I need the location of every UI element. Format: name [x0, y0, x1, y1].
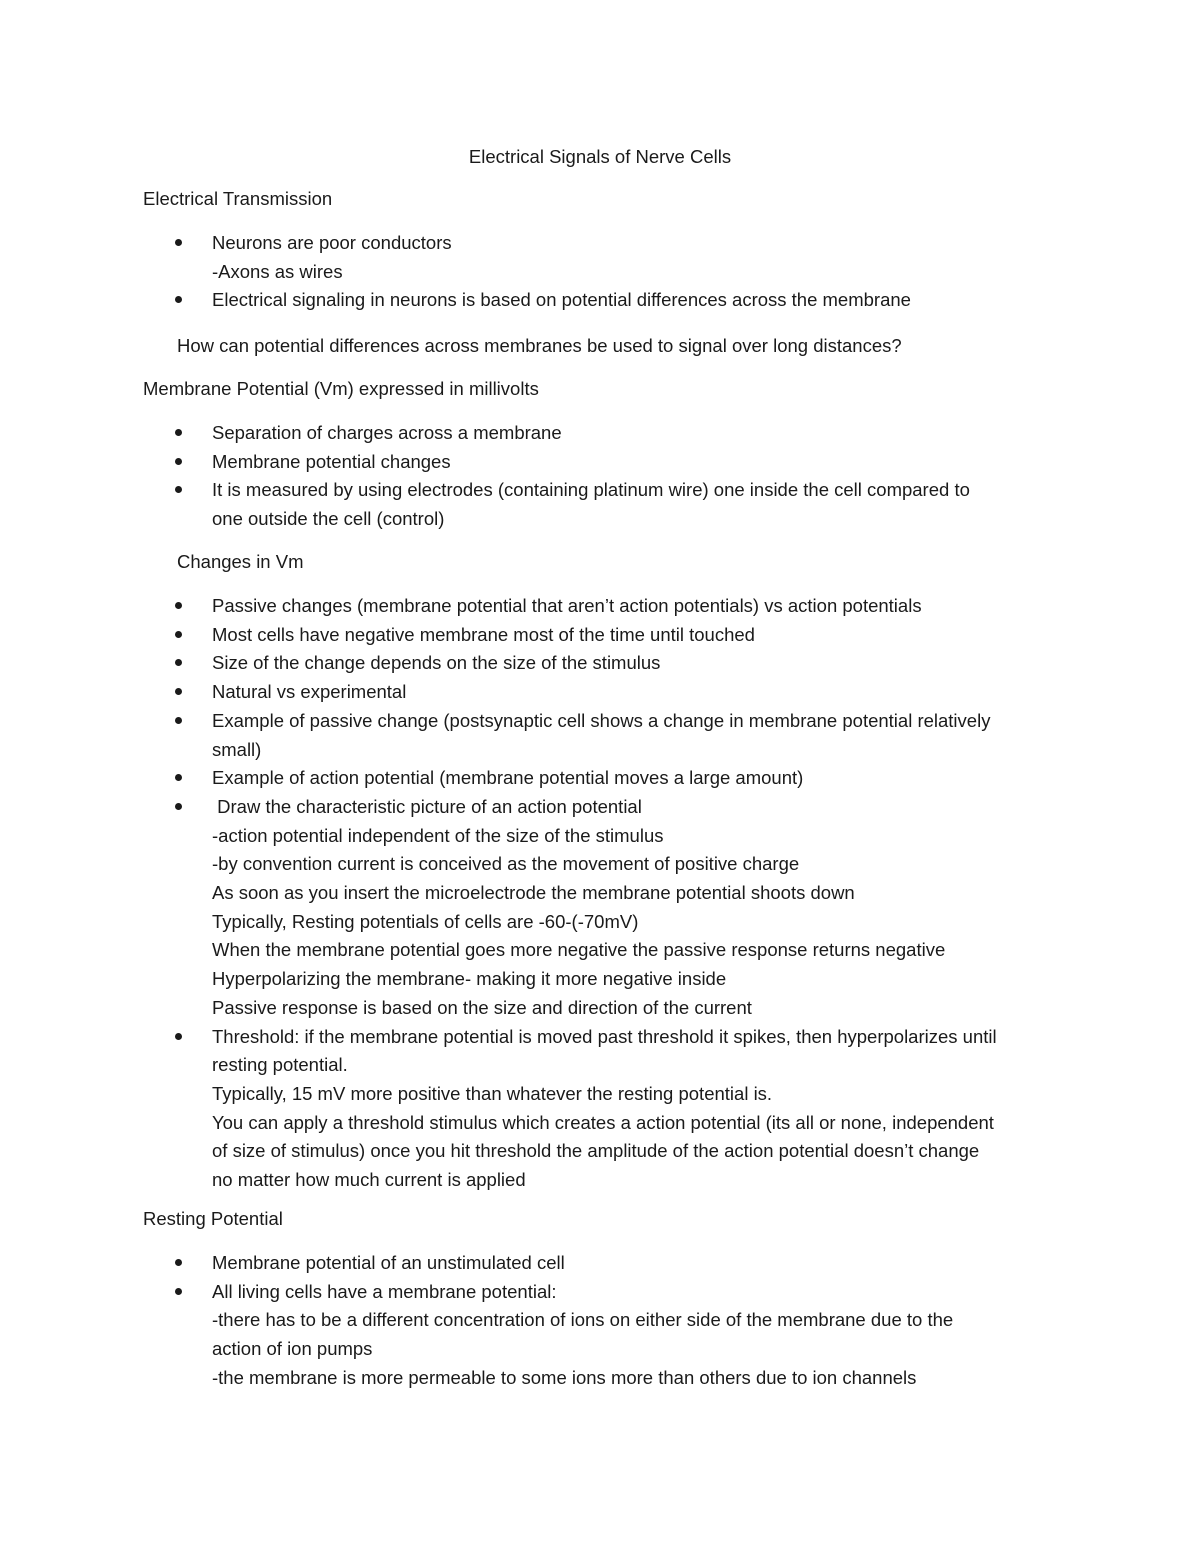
- list-item: [0, 1249, 1200, 1278]
- list-item-text: resting potential.: [212, 1054, 348, 1076]
- bullet-icon: [175, 1288, 182, 1295]
- list-item: [0, 229, 1200, 286]
- list-item: [0, 621, 1200, 650]
- bullet-icon: [175, 803, 182, 810]
- list-item-text: of size of stimulus) once you hit threshold the amplitude of the action potential doesn’t change: [212, 1140, 980, 1162]
- bullet-icon: [175, 688, 182, 695]
- list-item: [0, 592, 1200, 621]
- list-item-text: small): [212, 738, 262, 760]
- bullet-icon: [175, 239, 182, 246]
- list-item-text: As soon as you insert the microelectrode the membrane potential shoots down: [212, 882, 855, 904]
- list-item-text: • It is measured by using electrodes (containing platinum wire) one inside the cell compared to: [212, 479, 970, 501]
- bullet-icon: [175, 458, 182, 465]
- list-item-text: • Electrical signaling in neurons is based on potential differences across the membrane: [212, 289, 911, 311]
- list-item-text: • Example of passive change (postsynaptic cell shows a change in membrane potential relatively: [212, 709, 991, 731]
- list-item-text: -by convention current is conceived as the movement of positive charge: [212, 853, 800, 875]
- list-item-text: • Draw the characteristic picture of an action potential: [212, 795, 642, 817]
- bullet-list-changes-in-vm: [0, 592, 1200, 1195]
- list-item-text: one outside the cell (control): [212, 508, 445, 530]
- list-item-text: • Example of action potential (membrane potential moves a large amount): [212, 767, 804, 789]
- section-heading-electrical-transmission: Electrical Transmission: [143, 188, 333, 209]
- list-item-text: • Neurons are poor conductors: [212, 232, 452, 253]
- list-item-text: • Natural vs experimental: [212, 681, 407, 703]
- bullet-icon: [175, 296, 182, 303]
- list-item: [0, 448, 1200, 477]
- bullet-icon: [175, 659, 182, 666]
- list-item-text: Passive response is based on the size and direction of the current: [212, 996, 752, 1018]
- document-title: Electrical Signals of Nerve Cells: [468, 146, 732, 167]
- list-item: [0, 419, 1200, 448]
- list-item-text: no matter how much current is applied: [212, 1169, 526, 1191]
- list-item-text: • Passive changes (membrane potential that aren’t action potentials) vs action potentials: [212, 595, 922, 616]
- list-item-text: • Size of the change depends on the size of the stimulus: [212, 652, 661, 674]
- list-item-text: action of ion pumps: [212, 1338, 373, 1360]
- bullet-list-electrical-transmission: [0, 229, 1200, 315]
- list-item: [0, 764, 1200, 793]
- list-item-text: • Membrane potential changes: [212, 450, 451, 472]
- list-item: [0, 1023, 1200, 1195]
- list-item-text: • Membrane potential of an unstimulated cell: [212, 1252, 565, 1273]
- list-item-text: -action potential independent of the size of the stimulus: [212, 824, 664, 846]
- list-item-text: -the membrane is more permeable to some ions more than others due to ion channels: [212, 1366, 917, 1388]
- list-item-text: Typically, 15 mV more positive than whatever the resting potential is.: [212, 1082, 773, 1104]
- question-text: How can potential differences across membranes be used to signal over long distances?: [177, 335, 902, 356]
- list-item-text: When the membrane potential goes more negative the passive response returns negative: [212, 939, 946, 961]
- list-item-text: • Most cells have negative membrane most of the time until touched: [212, 623, 755, 645]
- bullet-list-resting-potential: [0, 1249, 1200, 1393]
- bullet-icon: [175, 1033, 182, 1040]
- list-item: [0, 678, 1200, 707]
- list-item-text: You can apply a threshold stimulus which creates a action potential (its all or none, independent: [212, 1111, 994, 1133]
- list-item: [0, 476, 1200, 533]
- section-heading-membrane-potential: Membrane Potential (Vm) expressed in millivolts: [143, 378, 539, 399]
- section-heading-changes-in-vm: Changes in Vm: [177, 551, 304, 572]
- list-item: [0, 649, 1200, 678]
- list-item-text: -there has to be a different concentration of ions on either side of the membrane due to the: [212, 1309, 954, 1331]
- list-item-text: • Separation of charges across a membrane: [212, 422, 562, 443]
- section-heading-resting-potential: Resting Potential: [143, 1208, 283, 1229]
- list-item-text: -Axons as wires: [212, 260, 343, 282]
- list-item-text: • Threshold: if the membrane potential is moved past threshold it spikes, then hyperpolarizes until: [212, 1025, 997, 1047]
- list-item: [0, 793, 1200, 1023]
- list-item-text: Typically, Resting potentials of cells are -60-(-70mV): [212, 910, 639, 932]
- list-item-text: • All living cells have a membrane potential:: [212, 1280, 557, 1302]
- list-item-text: Hyperpolarizing the membrane- making it more negative inside: [212, 968, 727, 990]
- bullet-icon: [175, 1259, 182, 1266]
- list-item: [0, 1278, 1200, 1393]
- list-item: [0, 286, 1200, 315]
- bullet-icon: [175, 717, 182, 724]
- bullet-list-membrane-potential: [0, 419, 1200, 534]
- bullet-icon: [175, 602, 182, 609]
- bullet-icon: [175, 429, 182, 436]
- bullet-icon: [175, 774, 182, 781]
- bullet-icon: [175, 486, 182, 493]
- bullet-icon: [175, 631, 182, 638]
- list-item: [0, 707, 1200, 764]
